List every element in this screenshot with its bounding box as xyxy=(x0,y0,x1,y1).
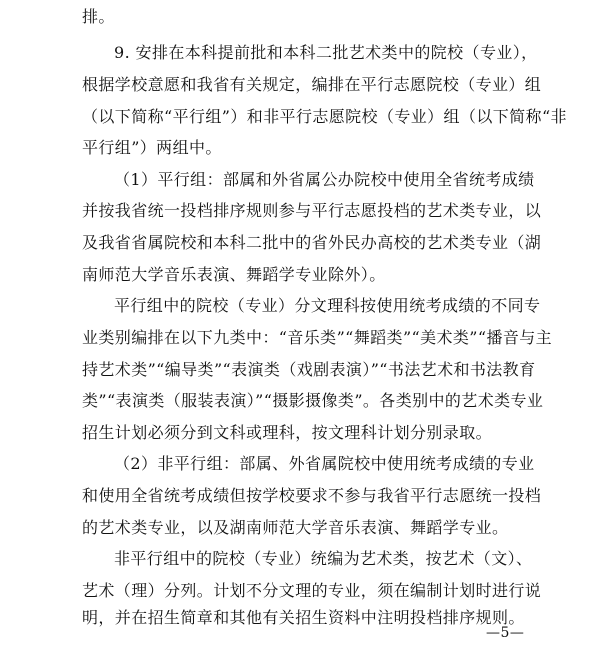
text-line-1: 排。 xyxy=(82,7,115,26)
text-line-3: 根据学校意愿和我省有关规定，编排在平行志愿院校（专业）组 xyxy=(82,75,542,94)
text-line-12: 持艺术类”“编导类”“表演类（戏剧表演）”“书法艺术和书法教育 xyxy=(82,360,536,379)
text-line-2: 9. 安排在本科提前批和本科二批艺术类中的院校（专业）， xyxy=(114,43,538,62)
text-line-18: 非平行组中的院校（专业）统编为艺术类，按艺术（文）、 xyxy=(114,549,533,568)
text-line-20: 明，并在招生简章和其他有关招生资料中注明投档排序规则。 xyxy=(82,608,525,627)
text-line-8: 及我省省属院校和本科二批中的省外民办高校的艺术类专业（湖 xyxy=(82,233,542,252)
page-number: —5— xyxy=(486,625,525,641)
text-line-6: （1）平行组：部属和外省属公办院校中使用全省统考成绩 xyxy=(114,170,535,189)
text-line-15: （2）非平行组：部属、外省属院校中使用统考成绩的专业 xyxy=(114,454,535,473)
text-line-14: 招生计划必须分到文科或理科，按文理科计划分别录取。 xyxy=(82,423,493,442)
text-line-5: 平行组”）两组中。 xyxy=(82,138,222,157)
text-line-19: 艺术（理）分列。计划不分文理的专业，须在编制计划时进行说 xyxy=(82,581,542,600)
text-line-16: 和使用全省统考成绩但按学校要求不参与我省平行志愿统一投档 xyxy=(82,486,542,505)
text-line-4: （以下简称“平行组”）和非平行志愿院校（专业）组（以下简称“非 xyxy=(82,107,567,126)
text-line-11: 业类别编排在以下九类中：“音乐类”“舞蹈类”“美术类”“播音与主 xyxy=(82,328,553,347)
text-line-9: 南师范大学音乐表演、舞蹈学专业除外）。 xyxy=(82,265,386,284)
text-line-7: 并按我省统一投档排序规则参与平行志愿投档的艺术类专业，以 xyxy=(82,201,542,220)
text-line-10: 平行组中的院校（专业）分文理科按使用统考成绩的不同专 xyxy=(114,296,541,315)
text-line-13: 类”“表演类（服装表演）”“摄影摄像类”。各类别中的艺术类专业 xyxy=(82,391,544,410)
text-line-17: 的艺术类专业，以及湖南师范大学音乐表演、舞蹈学专业。 xyxy=(82,518,509,537)
